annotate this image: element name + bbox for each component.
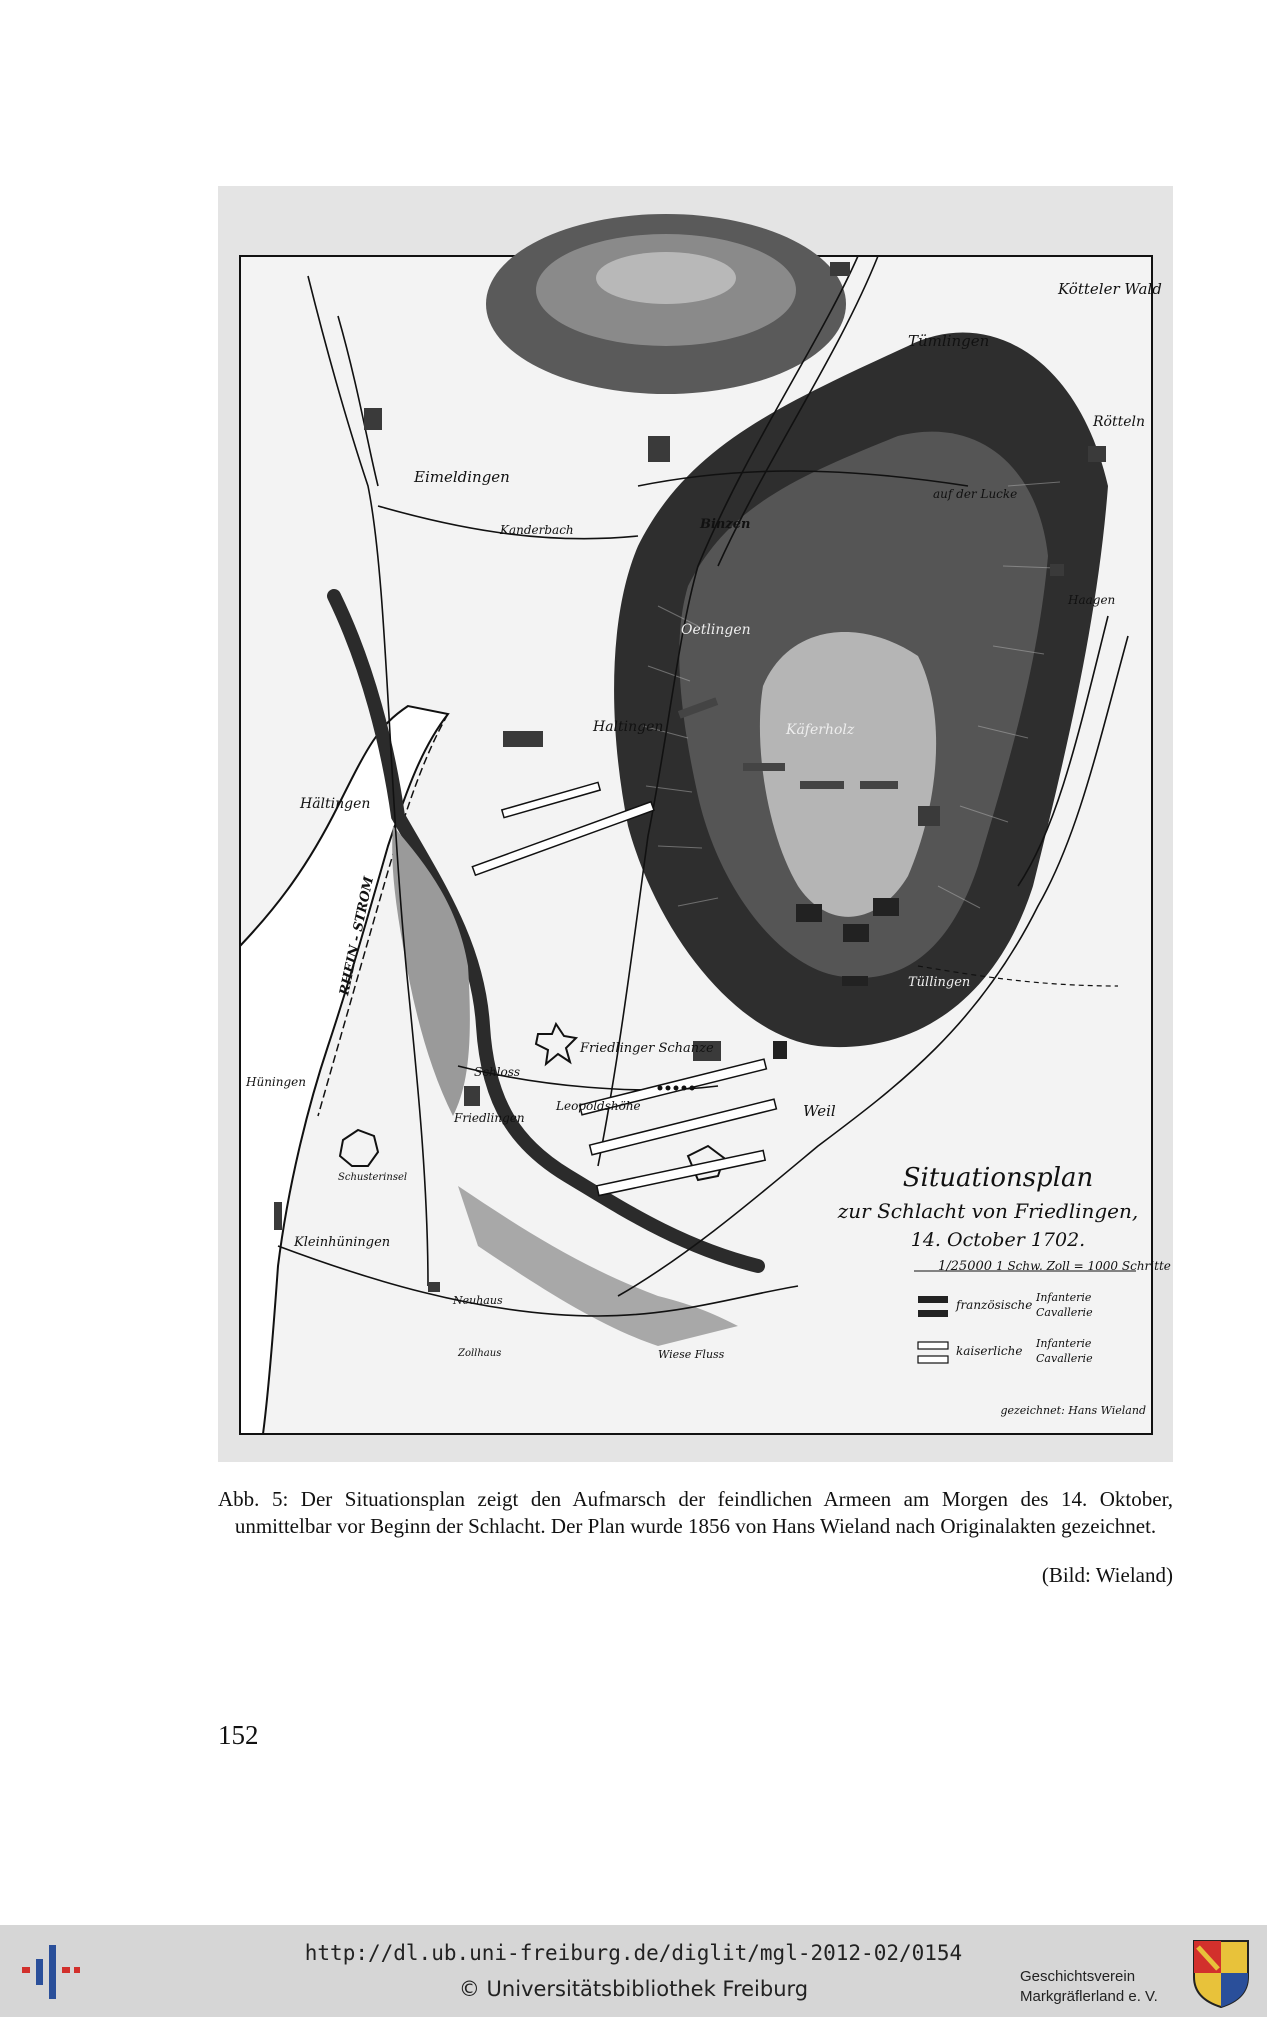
label-koetteler-wald: Kötteler Wald [1058,280,1162,298]
legend-imperial: kaiserliche [956,1344,1023,1358]
label-tuemringen: Tümlingen [908,332,990,350]
label-schusterinsel: Schusterinsel [338,1172,408,1183]
label-zollhaus: Zollhaus [458,1348,502,1359]
label-wiese-fluss: Wiese Fluss [658,1348,725,1361]
label-haeltingen: Hältingen [300,796,371,812]
label-kanderbach: Kanderbach [500,523,574,537]
label-weil: Weil [803,1102,836,1120]
legend-french-infantry: Infanterie [1036,1291,1092,1304]
label-hueningen: Hüningen [246,1075,306,1089]
label-kleinhueningen: Kleinhüningen [294,1235,391,1250]
map-signature: gezeichnet: Hans Wieland [1000,1404,1146,1417]
coat-of-arms-icon [1190,1937,1252,2009]
label-rhein-strom: RHEIN - STROM [337,875,378,997]
map-title-line-1: Situationsplan [902,1163,1094,1193]
historical-battle-map [218,186,1173,1462]
label-tuellingen: Tüllingen [908,975,971,990]
map-title-line-2: zur Schlacht von Friedlingen, [837,1199,1139,1223]
footer-bar [0,1925,1267,2017]
legend-french-cavalry: Cavallerie [1036,1306,1093,1319]
label-friedlinger-schanze: Friedlinger Schanze [580,1041,714,1056]
page-number: 152 [218,1720,259,1750]
label-kaeferholz: Käferholz [786,722,855,738]
label-neuhaus: Neuhaus [453,1294,503,1307]
label-haltingen: Haltingen [593,719,664,735]
scale-ratio: 1/25000 [938,1259,993,1274]
label-oetlingen: Oetlingen [681,622,751,638]
map-title-line-3: 14. October 1702. [910,1229,1086,1251]
label-eimeldingen: Eimeldingen [414,468,510,486]
copyright-notice: © Universitätsbibliothek Freiburg [458,1977,809,2001]
label-binzen: Binzen [700,517,751,532]
document-url-link[interactable]: http://dl.ub.uni-freiburg.de/diglit/mgl-2012-02/0154 [304,1941,963,1965]
label-haagen: Haagen [1068,593,1116,607]
label-friedlingen: Friedlingen [454,1111,525,1125]
legend-imperial-infantry: Infanterie [1036,1337,1092,1350]
society-name [1020,1967,1190,2007]
label-roetteln: Rötteln [1093,414,1146,430]
northern-hill [486,214,846,394]
figure-caption: Abb. 5: Der Situationsplan zeigt den Aufmarsch der feindlichen Armeen am Morgen des 14. Oktober, unmittelbar vor Beginn der Schlacht. Der Plan wurde 1856 von Hans Wieland nach Originalakten gezeichnet. [218,1487,1173,1538]
legend-french: französische [956,1298,1033,1312]
map-figure [218,186,1173,1462]
society-name-line-1: Geschichtsverein [1020,1968,1136,1985]
legend-imperial-cavalry: Cavallerie [1036,1352,1093,1365]
label-auf-der-lucke: auf der Lucke [933,487,1018,501]
society-name-line-2: Markgräflerland e. V. [1020,1988,1158,2005]
image-credit: (Bild: Wieland) [1041,1563,1173,1587]
label-leopoldshoehe: Leopoldshöhe [556,1099,641,1113]
scale-note: 1 Schw. Zoll = 1000 Schritte [996,1259,1171,1273]
label-schloss: Schloss [474,1065,521,1079]
